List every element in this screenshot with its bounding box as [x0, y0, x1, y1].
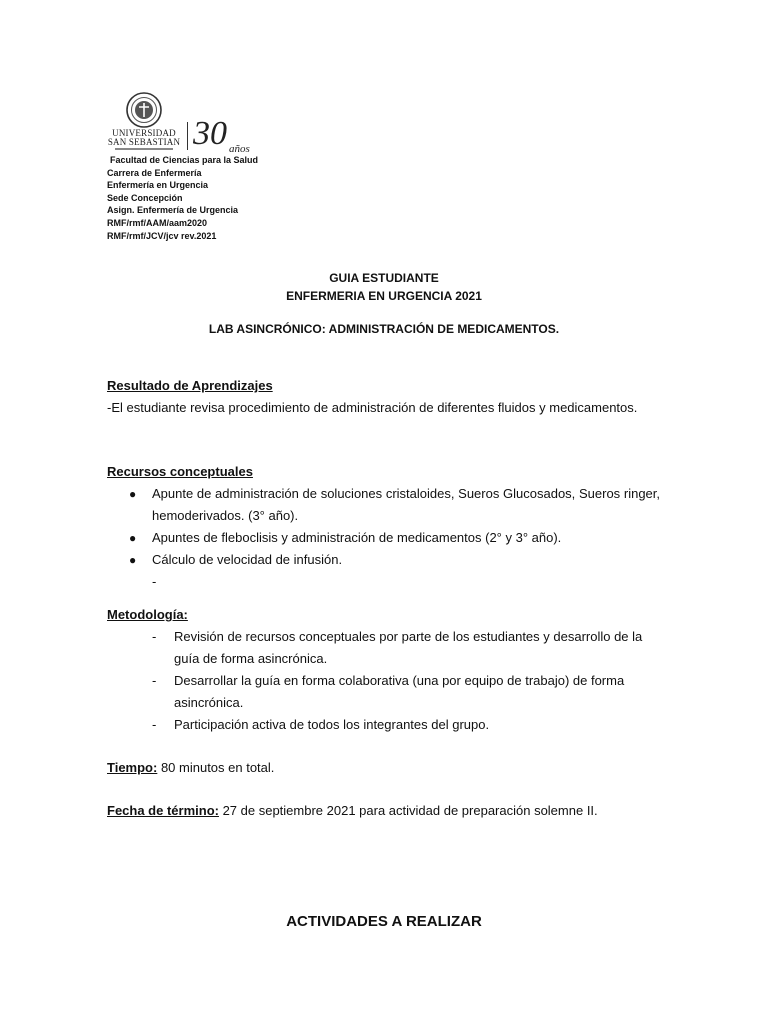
resources-heading: Recursos conceptuales — [107, 464, 253, 479]
university-seal-icon — [126, 92, 162, 128]
methodology-section — [107, 604, 660, 736]
resources-section — [107, 461, 660, 593]
header-line-code2: RMF/rmf/JCV/jcv rev.2021 — [107, 230, 217, 241]
document-title: GUIA ESTUDIANTE — [329, 271, 439, 285]
logo-divider — [187, 122, 188, 150]
lab-title: LAB ASINCRÓNICO: ADMINISTRACIÓN DE MEDICAMENTOS. — [208, 322, 560, 336]
list-item: - Desarrollar la guía en forma colaborativa (una por equipo de trabajo) de forma asincrónica. — [107, 670, 660, 714]
anniversary-word: años — [229, 143, 250, 154]
list-item: ● Apuntes de fleboclisis y administración de medicamentos (2° y 3° año). — [107, 527, 660, 549]
header-line-career: Carrera de Enfermería — [107, 167, 202, 178]
header-info — [107, 154, 258, 242]
bullet-icon: ● — [129, 531, 137, 545]
bullet-icon: ● — [129, 487, 137, 501]
university-name-line2: SAN SEBASTIAN — [107, 137, 181, 147]
time-value: 80 minutos en total. — [157, 760, 275, 775]
learning-outcomes-heading: Resultado de Aprendizajes — [107, 378, 273, 393]
university-name-line1: UNIVERSIDAD — [112, 128, 176, 138]
anniversary-mark — [191, 112, 257, 154]
list-item-empty — [107, 571, 660, 593]
time-label: Tiempo: — [107, 760, 158, 775]
header-line-subject: Asign. Enfermería de Urgencia — [107, 205, 239, 216]
list-item: - Participación activa de todos los integrantes del grupo. — [107, 714, 660, 736]
list-item: ● Apunte de administración de soluciones cristaloides, Sueros Glucosados, Sueros ringer, hemoderivados. (3° año). — [107, 483, 660, 527]
dash-marker: - — [152, 629, 157, 644]
dash-marker: - — [152, 717, 157, 732]
time-section — [107, 757, 660, 779]
learning-outcomes-text: -El estudiante revisa procedimiento de administración de diferentes fluidos y medicamentos. — [107, 400, 638, 415]
header-line-faculty: Facultad de Ciencias para la Salud — [110, 155, 259, 165]
university-logo — [107, 92, 257, 154]
due-date-section — [107, 800, 660, 822]
header-line-code1: RMF/rmf/AAM/aam2020 — [107, 217, 208, 228]
bullet-icon: ● — [129, 553, 137, 567]
resources-list — [107, 483, 660, 593]
header-line-campus: Sede Concepción — [107, 192, 183, 203]
due-date-label: Fecha de término: — [107, 803, 219, 818]
document-subtitle: ENFERMERIA EN URGENCIA 2021 — [286, 289, 482, 303]
dash-marker: - — [152, 673, 157, 688]
learning-outcomes-section — [107, 375, 660, 419]
list-item: - Revisión de recursos conceptuales por parte de los estudiantes y desarrollo de la guía de forma asincrónica. — [107, 626, 660, 670]
logo-motto-line — [115, 148, 173, 150]
list-item: ● Cálculo de velocidad de infusión. — [107, 549, 660, 571]
methodology-list — [107, 626, 660, 736]
header-line-course: Enfermería en Urgencia — [107, 180, 209, 191]
trailing-dash: - — [152, 574, 157, 589]
methodology-heading: Metodología: — [107, 607, 188, 622]
anniversary-number: 30 — [193, 115, 227, 152]
activities-heading: ACTIVIDADES A REALIZAR — [286, 913, 482, 930]
due-date-value: 27 de septiembre 2021 para actividad de preparación solemne II. — [218, 803, 598, 818]
